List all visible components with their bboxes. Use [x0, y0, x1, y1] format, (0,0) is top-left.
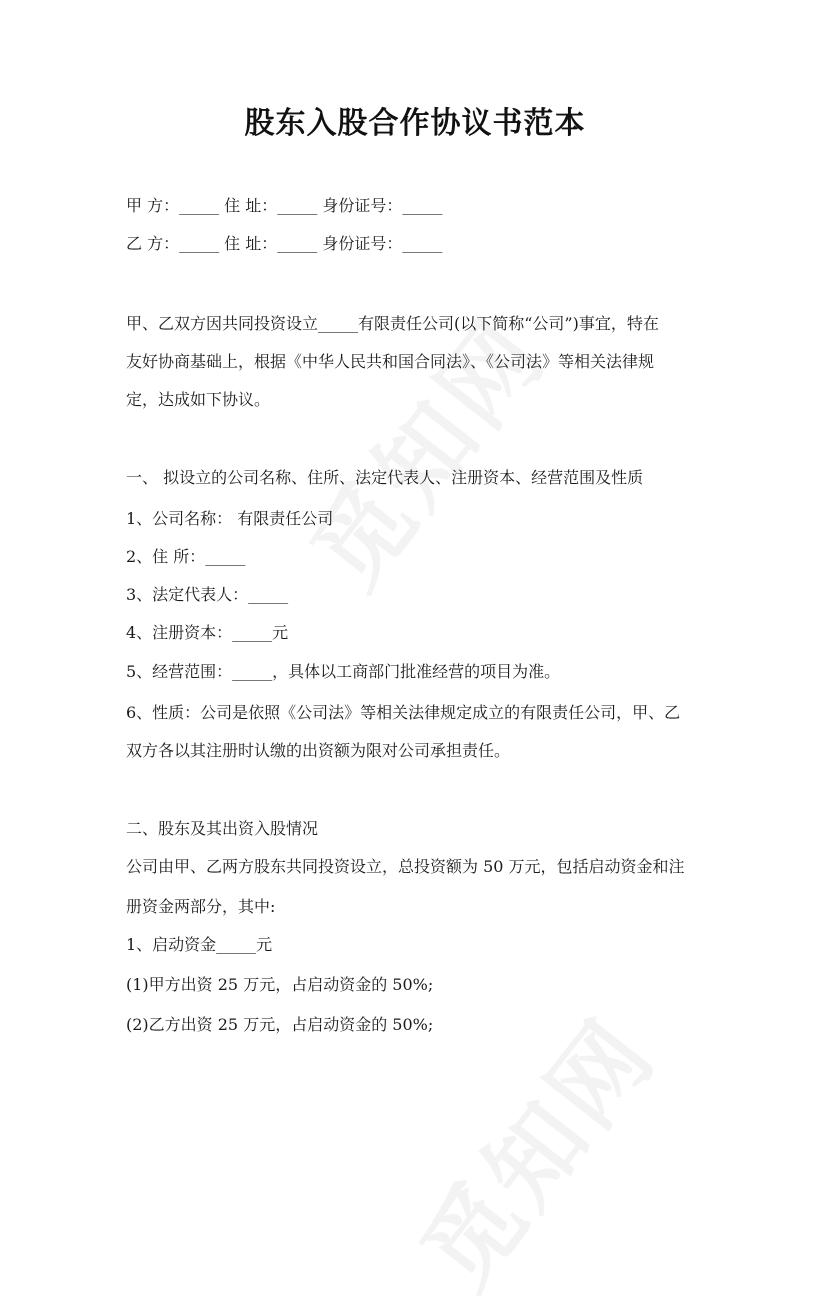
party-b-line: 乙 方：_____ 住 址：_____ 身份证号：_____	[126, 234, 443, 253]
section-1-heading: 一、 拟设立的公司名称、住所、法定代表人、注册资本、经营范围及性质	[126, 468, 644, 487]
section-1-item: 1、公司名称： 有限责任公司	[126, 509, 334, 528]
section-2-line: 公司由甲、乙两方股东共同投资设立，总投资额为 50 万元，包括启动资金和注	[126, 857, 685, 876]
section-2-line: (1)甲方出资 25 万元，占启动资金的 50%;	[126, 975, 434, 994]
watermark	[275, 286, 571, 611]
section-2-line: (2)乙方出资 25 万元，占启动资金的 50%;	[126, 1015, 434, 1034]
section-2-line: 1、启动资金_____元	[126, 935, 273, 954]
section-1-item: 6、性质：公司是依照《公司法》等相关法律规定成立的有限责任公司，甲、乙	[126, 703, 681, 722]
section-1-item: 3、法定代表人：_____	[126, 585, 289, 604]
intro-paragraph-line: 甲、乙双方因共同投资设立_____有限责任公司(以下简称“公司”)事宜，特在	[126, 314, 659, 333]
section-1-item: 2、住 所：_____	[126, 547, 246, 566]
party-a-line: 甲 方：_____ 住 址：_____ 身份证号：_____	[126, 196, 443, 215]
intro-paragraph-line: 友好协商基础上，根据《中华人民共和国合同法》、《公司法》等相关法律规	[126, 352, 655, 371]
page-title: 股东入股合作协议书范本	[244, 106, 586, 141]
section-2-heading: 二、股东及其出资入股情况	[126, 819, 319, 838]
section-1-item: 双方各以其注册时认缴的出资额为限对公司承担责任。	[126, 741, 511, 760]
section-1-item: 5、经营范围：_____，具体以工商部门批准经营的项目为准。	[126, 662, 561, 681]
section-2-line: 册资金两部分，其中:	[126, 897, 276, 916]
section-1-item: 4、注册资本：_____元	[126, 623, 289, 642]
intro-paragraph-line: 定，达成如下协议。	[126, 390, 271, 409]
